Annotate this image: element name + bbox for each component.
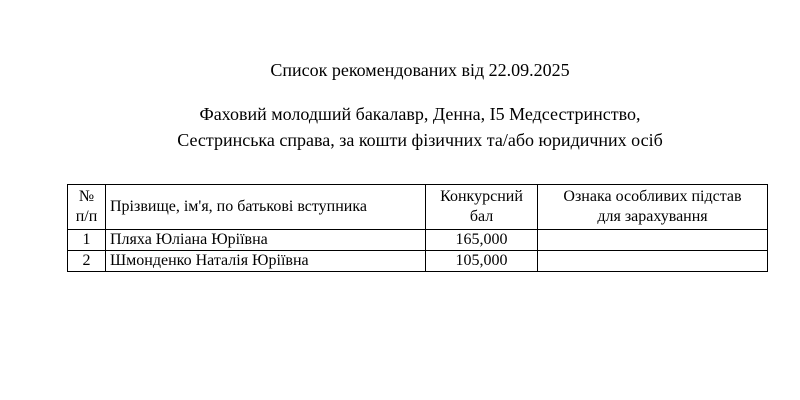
document-title: Список рекомендованих від 22.09.2025: [270, 60, 570, 80]
header-special-grounds-line-1: Ознака особливих підстав: [563, 188, 742, 205]
header-score-line-1: Конкурсний: [440, 188, 523, 205]
row-number: 1: [68, 230, 106, 251]
header-number-line-2: п/п: [75, 208, 98, 225]
row-score: 105,000: [426, 251, 538, 272]
row-special-grounds: [538, 230, 768, 251]
header-number: [68, 185, 106, 230]
row-number: 2: [68, 251, 106, 272]
subtitle-line-1: Фаховий молодший бакалавр, Денна, I5 Медсестринство,: [199, 104, 641, 124]
table-row: [68, 230, 768, 251]
row-score: 165,000: [426, 230, 538, 251]
header-score-line-2: бал: [469, 208, 494, 225]
row-special-grounds: [538, 251, 768, 272]
header-special-grounds-line-2: для зарахування: [597, 208, 708, 225]
header-full-name: Прізвище, ім'я, по батькові вступника: [106, 185, 426, 230]
table-header-row: [68, 185, 768, 230]
header-special-grounds: [538, 185, 768, 230]
header-number-line-1: №: [78, 188, 95, 205]
subtitle-line-2: Сестринська справа, за кошти фізичних та/або юридичних осіб: [177, 130, 663, 150]
header-score: [426, 185, 538, 230]
row-full-name: Пляха Юліана Юріївна: [106, 230, 426, 251]
row-full-name: Шмонденко Наталія Юріївна: [106, 251, 426, 272]
document-subtitle: [0, 101, 800, 153]
recommended-list-table: [67, 184, 768, 272]
table-row: [68, 251, 768, 272]
